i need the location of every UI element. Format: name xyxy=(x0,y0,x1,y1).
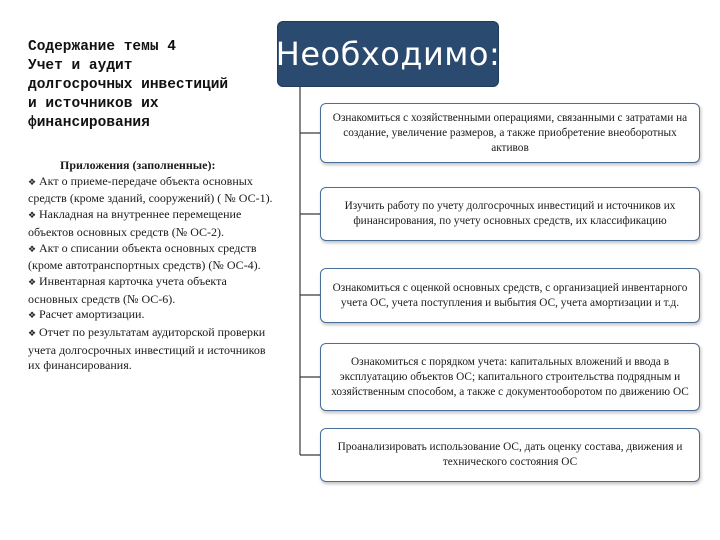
task-box xyxy=(320,343,700,411)
topic-title-line: Учет и аудит xyxy=(28,58,133,74)
appendix-item-text: Расчет амортизации. xyxy=(39,307,145,322)
task-box xyxy=(320,187,700,241)
appendix-item-text: Акт о списании объекта основных средств (кроме автотранспортных средств) (№ ОС-4). xyxy=(28,240,261,273)
header-title: Необходимо: xyxy=(275,35,501,73)
appendix-item-text: Накладная на внутреннее перемещение объектов основных средств (№ ОС-2). xyxy=(28,207,242,239)
task-text: Изучить работу по учету долгосрочных инвестиций и источников их финансирования, по учету основных средств, их классификацию xyxy=(344,200,676,227)
topic-title-line: долгосрочных инвестиций xyxy=(28,77,229,93)
diamond-bullet-icon: ❖ xyxy=(28,244,37,255)
diamond-bullet-icon: ❖ xyxy=(28,177,37,188)
header-box xyxy=(275,22,501,86)
topic-title-line: и источников их xyxy=(28,96,159,112)
appendix-heading: Приложения (заполненные): xyxy=(60,158,216,172)
task-text: Ознакомиться с хозяйственными операциями, связанными с затратами на создание, увеличение размеров, а также приобретение внеоборотных активов xyxy=(332,111,688,154)
diamond-bullet-icon: ❖ xyxy=(28,277,37,288)
appendix-item-text: Акт о приеме-передаче объекта основных средств (кроме зданий, сооружений) ( № ОС-1). xyxy=(28,173,273,206)
task-box xyxy=(320,428,700,482)
task-text: Проанализировать использование ОС, дать оценку состава, движения и технического состояния ОС xyxy=(337,441,683,468)
topic-title-line: Содержание темы 4 xyxy=(28,39,176,55)
diamond-bullet-icon: ❖ xyxy=(28,311,37,322)
diamond-bullet-icon: ❖ xyxy=(28,329,37,340)
diamond-bullet-icon: ❖ xyxy=(28,211,37,222)
task-box xyxy=(320,268,700,323)
task-text: Ознакомиться с оценкой основных средств, с организацией инвентарного учета ОС, учета поступления и выбытия ОС, учета амортизации и т.д. xyxy=(332,281,688,309)
appendix-item-text: Инвентарная карточка учета объекта основных средств (№ ОС-6). xyxy=(28,273,227,306)
appendix-item-text: Отчет по результатам аудиторской проверки учета долгосрочных инвестиций и источников их финансирования. xyxy=(28,325,266,373)
topic-title-line: финансирования xyxy=(28,115,150,131)
task-text: Ознакомиться с порядком учета: капитальных вложений и ввода в эксплуатацию объектов ОС; капитального строительства подрядным и хозяйственным способом, а также с документооборотом по движению ОС xyxy=(331,355,689,398)
task-box xyxy=(320,103,700,163)
